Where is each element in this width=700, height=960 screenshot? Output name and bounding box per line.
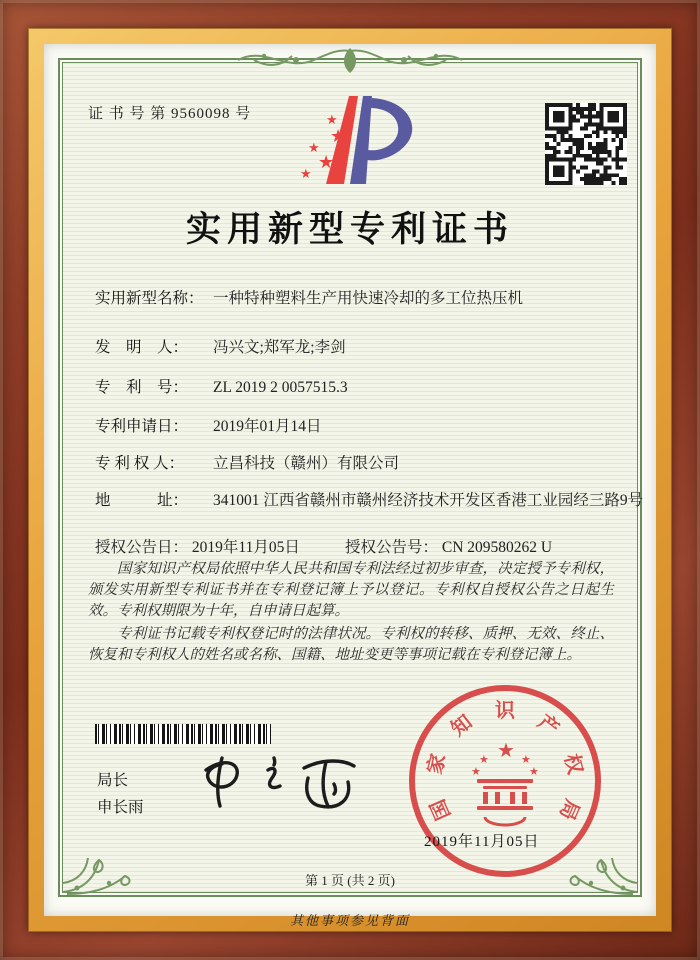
svg-text:★: ★ bbox=[521, 753, 531, 766]
back-side-note: 其他事项参见背面 bbox=[289, 913, 410, 928]
field-value: 一种特种塑料生产用快速冷却的多工位热压机 bbox=[213, 290, 524, 307]
page-indicator: 第 1 页 (共 2 页) bbox=[305, 873, 395, 888]
field-patent-number bbox=[95, 377, 700, 399]
grant-number-row bbox=[345, 535, 552, 557]
svg-text:★: ★ bbox=[471, 765, 481, 778]
grant-number-value: CN 209580262 U bbox=[441, 539, 553, 556]
svg-text:★: ★ bbox=[308, 141, 320, 156]
field-value: 冯兴文;郑军龙;李剑 bbox=[213, 339, 346, 356]
field-value: 341001 江西省赣州市赣州经济技术开发区香港工业园经三路9号 bbox=[213, 492, 644, 509]
grant-date-value: 2019年11月05日 bbox=[191, 539, 300, 556]
signature-autograph bbox=[192, 744, 367, 822]
field-label: 专利申请日： bbox=[95, 418, 189, 435]
field-value: 立昌科技（赣州）有限公司 bbox=[213, 455, 400, 472]
cnipa-logo bbox=[286, 90, 426, 190]
signer-title: 局长 bbox=[97, 772, 129, 789]
national-emblem-icon bbox=[455, 729, 555, 833]
legal-paragraph-2: 专利证书记载专利权登记时的法律状况。专利权的转移、质押、无效、终止、恢复和专利权人的姓名或名称、国籍、地址变更等事项记载在专利登记簿上。 bbox=[88, 626, 614, 663]
field-inventors bbox=[95, 337, 700, 359]
svg-text:★: ★ bbox=[497, 738, 515, 762]
svg-text:★: ★ bbox=[326, 113, 338, 128]
cnipa-red-seal: 国 家 知 识 产 权 局 ★ ★ ★ ★ ★ bbox=[409, 685, 601, 877]
svg-text:★: ★ bbox=[318, 152, 335, 173]
svg-text:★: ★ bbox=[330, 126, 347, 147]
qr-code bbox=[545, 103, 627, 185]
legal-paragraph-1: 国家知识产权局依照中华人民共和国专利法经过初步审查，决定授予专利权，颁发实用新型专利证书并在专利登记簿上予以登记。专利权自授权公告之日起生效。专利权期限为十年，自申请日起算。 bbox=[88, 561, 614, 619]
field-label: 发 明 人： bbox=[95, 339, 189, 356]
field-address bbox=[95, 490, 700, 512]
certificate-title: 实用新型专利证书 bbox=[185, 210, 514, 249]
field-value: ZL 2019 2 0057515.3 bbox=[213, 379, 348, 396]
grant-date-row bbox=[95, 535, 300, 557]
grant-number-label: 授权公告号： bbox=[345, 539, 439, 556]
legal-text bbox=[88, 559, 614, 668]
certificate-number: 证 书 号 第 9560098 号 bbox=[88, 106, 252, 122]
field-value: 2019年01月14日 bbox=[213, 418, 322, 435]
svg-text:★: ★ bbox=[479, 753, 489, 766]
field-label: 地 址： bbox=[95, 492, 189, 509]
grant-date-label: 授权公告日： bbox=[95, 539, 189, 556]
svg-text:★: ★ bbox=[300, 167, 312, 182]
field-application-date bbox=[95, 416, 700, 438]
field-patentee bbox=[95, 453, 700, 475]
field-label: 专 利 号： bbox=[95, 379, 189, 396]
barcode bbox=[95, 724, 271, 744]
field-label: 实用新型名称： bbox=[95, 290, 204, 307]
signer-name: 申长雨 bbox=[97, 799, 144, 816]
field-utility-model-name bbox=[95, 288, 700, 310]
svg-text:★: ★ bbox=[529, 765, 539, 778]
seal-date: 2019年11月05日 bbox=[424, 834, 540, 850]
field-label: 专 利 权 人： bbox=[95, 455, 185, 472]
